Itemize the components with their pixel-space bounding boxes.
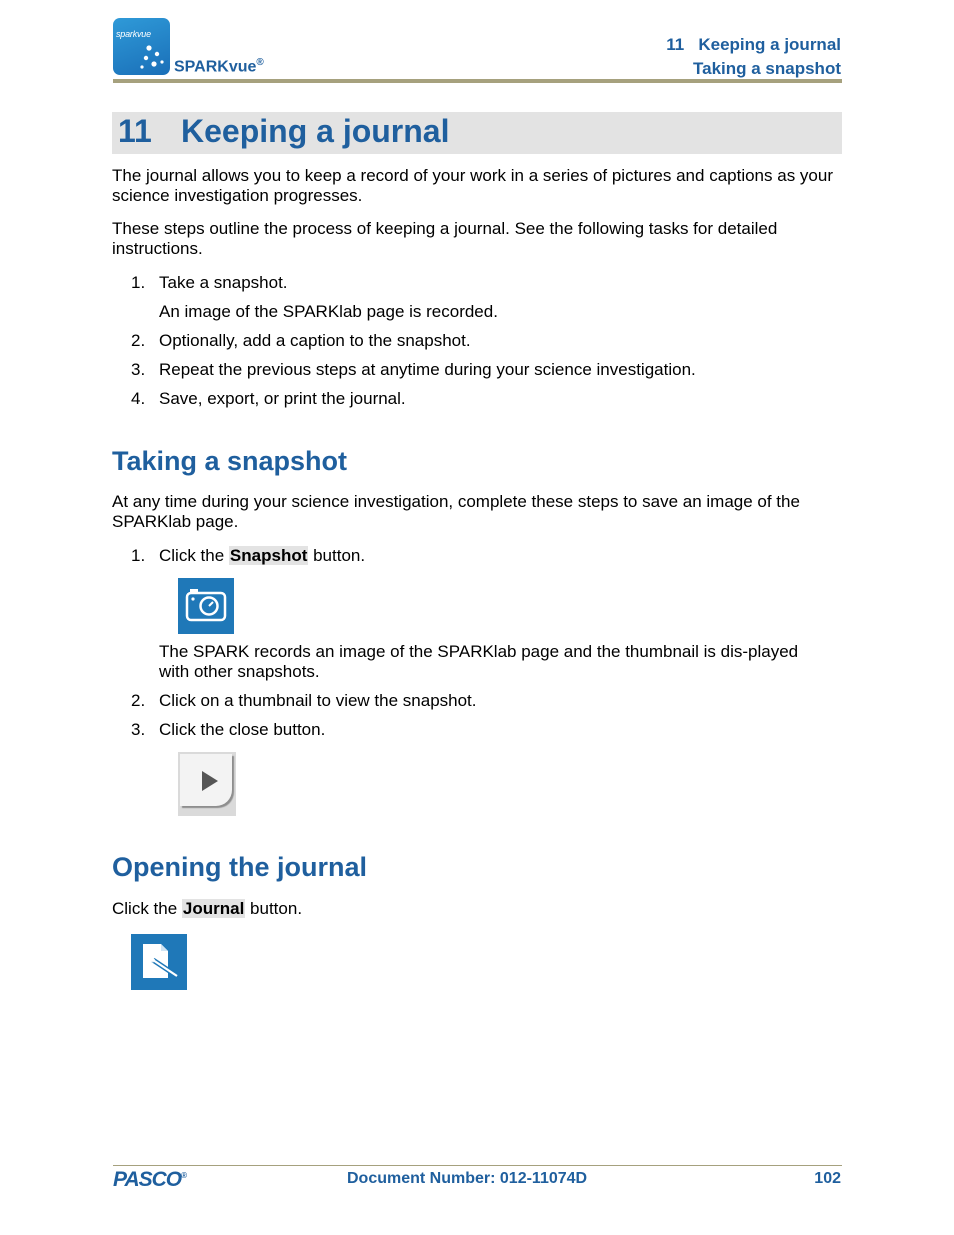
snapshot-button-label: Snapshot bbox=[229, 546, 308, 565]
list-item: 2. Optionally, add a caption to the snapshot. bbox=[131, 331, 471, 350]
logo-dots-icon bbox=[113, 18, 170, 75]
section-heading-journal: Opening the journal bbox=[112, 852, 367, 882]
camera-icon bbox=[178, 578, 234, 634]
list-item: 1. Click the Snapshot button. bbox=[131, 546, 366, 565]
snapshot-button-image bbox=[178, 578, 234, 634]
page-number: 102 bbox=[814, 1170, 841, 1187]
intro-paragraph-2: These steps outline the process of keeping a journal. See the following tasks for detailed instructions. bbox=[112, 219, 778, 258]
header-rule bbox=[113, 79, 842, 83]
chapter-number: 11 bbox=[118, 113, 152, 149]
sparkvue-logo bbox=[113, 18, 170, 75]
list-item: 3. Click the close button. bbox=[131, 720, 326, 739]
intro-paragraph-1: The journal allows you to keep a record of your work in a series of pictures and captions as your science investigation progresses. bbox=[112, 166, 833, 205]
running-header-chapter: 11 Keeping a journal bbox=[666, 35, 841, 54]
journal-pen-icon bbox=[131, 934, 187, 990]
list-item: 1. Take a snapshot. bbox=[131, 273, 288, 292]
snapshot-paragraph: At any time during your science investigation, complete these steps to save an image of the SPARKlab page. bbox=[112, 492, 800, 531]
journal-button-label: Journal bbox=[182, 899, 245, 918]
journal-instruction: Click the Journal button. bbox=[112, 899, 303, 918]
running-header bbox=[666, 33, 841, 81]
pasco-logo: PASCO® bbox=[113, 1168, 187, 1191]
section-heading-snapshot: Taking a snapshot bbox=[112, 446, 348, 476]
step-result: The SPARK records an image of the SPARKlab page and the thumbnail is dis-played with other snapshots. bbox=[159, 642, 799, 681]
close-button-image bbox=[178, 752, 236, 816]
list-item: 3. Repeat the previous steps at anytime during your science investigation. bbox=[131, 360, 696, 379]
brand-name: SPARKvue® bbox=[174, 57, 264, 76]
list-item: 2. Click on a thumbnail to view the snapshot. bbox=[131, 691, 477, 710]
step-result: An image of the SPARKlab page is recorded. bbox=[159, 302, 498, 321]
logo-text: sparkvue bbox=[116, 29, 151, 39]
document-number: Document Number: 012-11074D bbox=[347, 1170, 588, 1187]
chapter-title-bar bbox=[112, 112, 842, 154]
chapter-title: Keeping a journal bbox=[181, 113, 450, 149]
journal-button-image bbox=[131, 934, 187, 990]
running-header-section: Taking a snapshot bbox=[693, 59, 841, 78]
list-item: 4. Save, export, or print the journal. bbox=[131, 389, 406, 408]
play-arrow-icon bbox=[180, 754, 232, 806]
footer-rule bbox=[113, 1165, 842, 1166]
registered-mark: ® bbox=[256, 57, 264, 68]
